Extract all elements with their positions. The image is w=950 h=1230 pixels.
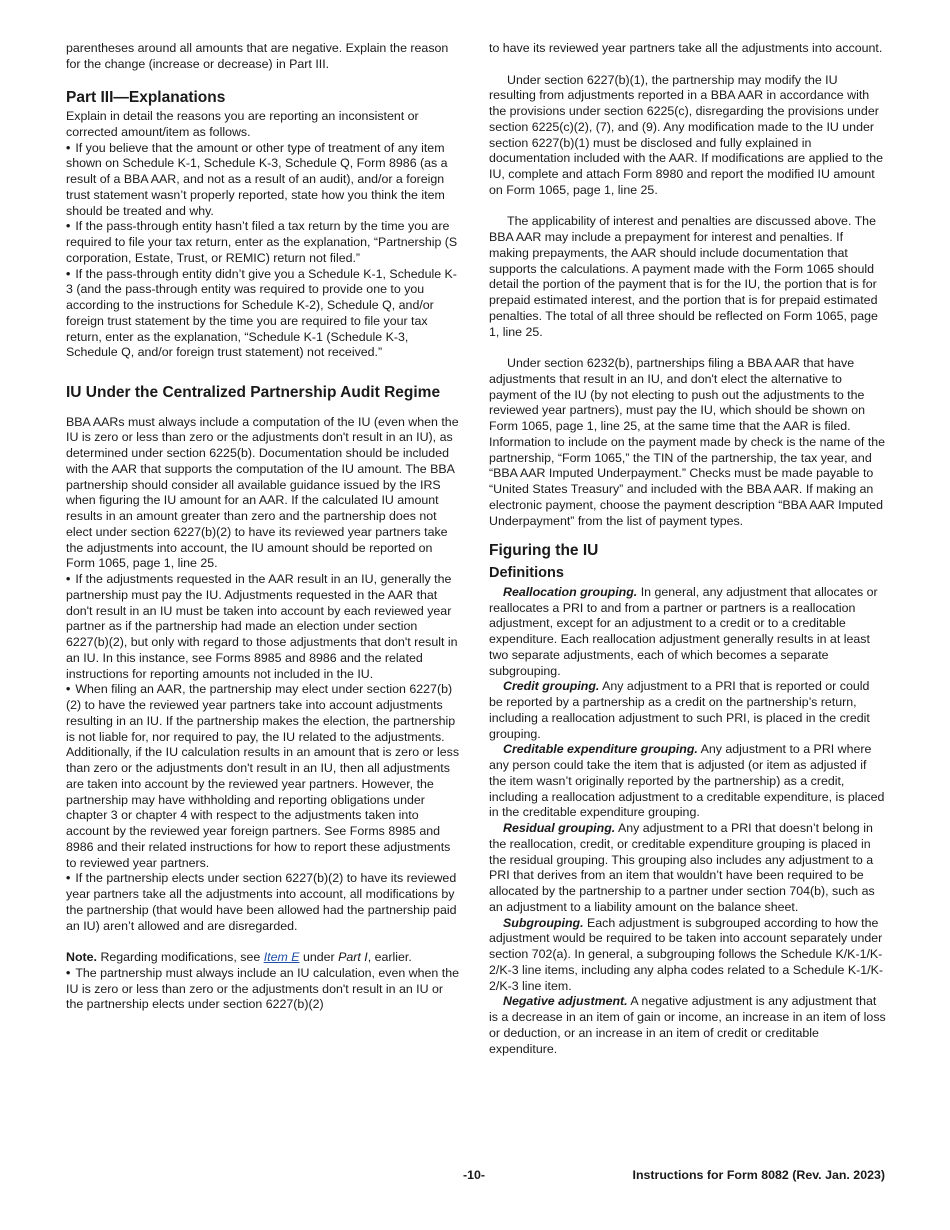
part3-intro: Explain in detail the reasons you are reporting an inconsistent or corrected amount/item as follows. bbox=[66, 109, 419, 139]
definition-creditable-expenditure bbox=[489, 742, 886, 821]
part3-heading: Part III—Explanations bbox=[66, 88, 226, 106]
definition-text: Any adjustment to a PRI where any person could take the item that is adjusted (or item as adjusted if the item wasn’t originally reported by the partnership) as a credit, including a reallocation adjustment to a creditable expenditure, is placed in the creditable expenditure grouping. bbox=[489, 742, 885, 820]
left-column bbox=[66, 41, 462, 1013]
iu-section-heading: IU Under the Centralized Partnership Audit Regime bbox=[66, 384, 441, 401]
definition-text: Any adjustment to a PRI that is reported or could be reported by a partnership as a credit on the partnership’s return, including a reallocation adjustment to such PRI, is placed in the credit grouping. bbox=[489, 679, 870, 741]
iu-final-bullet: • The partnership must always include an IU calculation, even when the IU is zero or less than zero or the adjustments don't result in an IU or the partnership elects under section 6227(b)(2) bbox=[66, 966, 462, 1013]
definitions-heading: Definitions bbox=[489, 564, 564, 581]
definition-term: Reallocation grouping. bbox=[503, 584, 638, 599]
note-text-before: Regarding modifications, see bbox=[100, 950, 261, 964]
form-reference: Instructions for Form 8082 (Rev. Jan. 2023) bbox=[632, 1168, 885, 1182]
iu-bullet-3: • If the partnership elects under section 6227(b)(2) to have its reviewed year partners take all the adjustments into account, all modifications by the partnership (that would have been allowed had the partnership paid an IU) aren’t allowed and are disregarded. bbox=[66, 871, 462, 934]
right-column bbox=[489, 41, 886, 1057]
right-continuation-text: to have its reviewed year partners take all the adjustments into account. bbox=[489, 41, 883, 55]
note-paragraph bbox=[66, 950, 462, 966]
iu-bullet-1: • If the adjustments requested in the AAR result in an IU, generally the partnership must pay the IU. Adjustments requested in the AAR that don't result in an IU must be taken into account by each reviewed year partner as if the partnership had made an election under section 6227(b)(2), but only with regard to those adjustments that don't result in an IU. In this instance, see Forms 8985 and 8986 and the related instructions for reporting amounts not included in the IU. bbox=[66, 572, 462, 682]
definition-residual bbox=[489, 821, 886, 916]
definition-text: Each adjustment is subgrouped according to how the adjustment would be required to be taken into account separately under section 702(a). In general, a subgrouping follows the Schedule K/K-1/K-2/K-3 line items, including any alpha codes related to a Schedule K-1/K-2/K-3 line item. bbox=[489, 915, 883, 993]
definition-term: Subgrouping. bbox=[503, 915, 584, 930]
definition-negative-adjustment bbox=[489, 994, 886, 1057]
definition-term: Creditable expenditure grouping. bbox=[503, 742, 698, 757]
definition-text: A negative adjustment is any adjustment that is a decrease in an item of gain or income, an increase in an item of loss or deduction, or an increase in an item of credit or creditable expenditure. bbox=[489, 994, 886, 1056]
part3-bullet-3: • If the pass-through entity didn’t give you a Schedule K-1, Schedule K-3 (and the pass-through entity was required to provide one to you according to the instructions for Schedule K-2), Schedule Q, and/or foreign trust statement by the time you are required to file your tax return, enter as the explanation, “Schedule K-1 (Schedule K-3, Schedule Q, and/or foreign trust statement) not received.” bbox=[66, 267, 462, 362]
definition-term: Credit grouping. bbox=[503, 679, 600, 694]
para-interest-penalties: The applicability of interest and penalties are discussed above. The BBA AAR may include a prepayment for interest and penalties. If making prepayments, the AAR should include documentation that supports the calculations. A payment made with the Form 1065 should detail the portion of the payment that is for the IU, the portion that is for prepaid estimated interest, and the portion that is for prepaid estimated penalties. The total of all three should be reflected on Form 1065, page 1, line 25. bbox=[489, 214, 878, 339]
definition-term: Negative adjustment. bbox=[503, 994, 628, 1009]
part3-bullet-2: • If the pass-through entity hasn’t filed a tax return by the time you are required to file your tax return, enter as the explanation, “Partnership (S corporation, Estate, Trust, or REMIC) return not filed.” bbox=[66, 219, 462, 266]
left-intro-text: parentheses around all amounts that are negative. Explain the reason for the change (increase or decrease) in Part III. bbox=[66, 41, 449, 71]
note-text-middle: under bbox=[302, 950, 335, 964]
definition-text: In general, any adjustment that allocates or reallocates a PRI to and from a partner or partners is a reallocation adjustment, except for an adjustment to a credit or to a creditable expenditure. Each reallocation adjustment generally results in at least two separate adjustments, each of which becomes a separate subgrouping. bbox=[489, 584, 878, 678]
note-part-ref: Part I bbox=[338, 950, 368, 964]
definition-subgrouping bbox=[489, 916, 886, 995]
para-6232b: Under section 6232(b), partnerships filing a BBA AAR that have adjustments that result in an IU, and don't elect the alternative to payment of the IU (by not electing to push out the adjustments to the reviewed year partners), must pay the IU, which should be shown on Form 1065, page 1, line 25, at the same time that the AAR is filed. Information to include on the payment made by check is the name of the partnership, “Form 1065,” the TIN of the partnership, the tax year, and “BBA AAR Imputed Underpayment.” Checks must be made payable to “United States Treasury” and included with the BBA AAR. If making an electronic payment, choose the payment description “BBA AAR Imputed Underpayment” from the list of payment types. bbox=[489, 356, 886, 528]
note-label: Note. bbox=[66, 950, 97, 964]
definition-text: Any adjustment to a PRI that doesn’t belong in the reallocation, credit, or creditable expenditure grouping is placed in the residual grouping. This grouping also includes any adjustment to a PRI that derives from an item that wouldn’t have been required to be allocated by the partnership to a partner under section 704(b), such as an adjustment to a liability amount on the balance sheet. bbox=[489, 821, 875, 914]
iu-para-1: BBA AARs must always include a computation of the IU (even when the IU is zero or less than zero or the adjustments don't result in an IU), as determined under section 6225(b). Documentation should be included with the AAR that supports the computation of the IU amount. The BBA partnership should consider all available guidance issued by the IRS when figuring the IU amount for an AAR. If the calculated IU amount results in an amount greater than zero and the partnership does not elect under section 6227(b)(2) to have its reviewed year partners take the adjustments into account, the IU amount should be reported on Form 1065, page 1, line 25. bbox=[66, 414, 459, 571]
figuring-iu-heading: Figuring the IU bbox=[489, 542, 599, 560]
item-e-link[interactable]: Item E bbox=[263, 950, 300, 964]
page-number: -10- bbox=[463, 1168, 486, 1182]
para-6227b1: Under section 6227(b)(1), the partnership may modify the IU resulting from adjustments reported in a BBA AAR in accordance with the provisions under section 6225(c), disregarding the provisions under section 6225(c)(2), (7), and (9). Any modification made to the IU under section 6227(b)(1) must be disclosed and fully explained in documentation included with the AAR. If modifications are applied to the IU, complete and attach Form 8980 and report the modified IU amount on Form 1065, page 1, line 25. bbox=[489, 72, 883, 197]
definition-credit bbox=[489, 679, 886, 742]
note-text-after: , earlier. bbox=[367, 950, 412, 964]
part3-bullet-1: • If you believe that the amount or other type of treatment of any item shown on Schedule K-1, Schedule K-3, Schedule Q, Form 8986 (as a result of a BBA AAR, and not as a result of an audit), and/or a foreign trust statement wasn’t properly reported, state how you think the item should be treated and why. bbox=[66, 141, 462, 220]
definition-term: Residual grouping. bbox=[503, 821, 616, 835]
definition-reallocation bbox=[489, 585, 886, 680]
iu-bullet-2: • When filing an AAR, the partnership may elect under section 6227(b)(2) to have the reviewed year partners take into account adjustments resulting in an IU. If the partnership makes the election, the partnership is not liable for, nor required to pay, the IU related to the adjustments. Additionally, if the IU calculation results in an amount that is zero or less than zero or the adjustments don't result in an IU, then all adjustments are taken into account by the reviewed year partners. However, the partnership may have withholding and reporting obligations under chapter 3 or chapter 4 with respect to the adjustments taken into account by the reviewed year foreign partners. See Forms 8985 and 8986 and their related instructions for how to report these adjustments to reviewed year partners. bbox=[66, 682, 462, 871]
